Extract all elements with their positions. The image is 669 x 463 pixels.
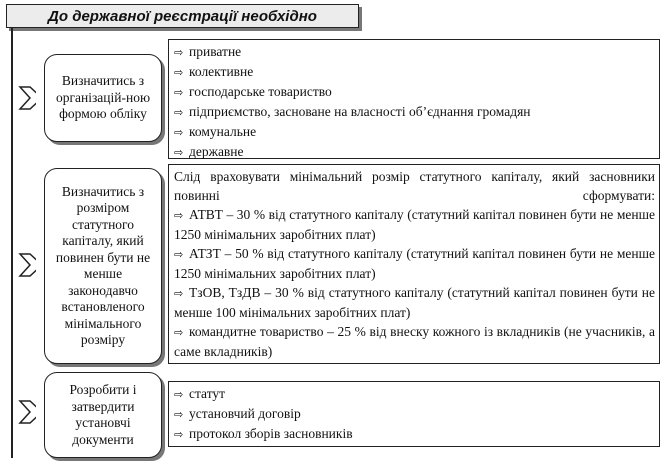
documents-list	[174, 384, 655, 444]
arrow-right-icon: ⇨	[174, 408, 184, 421]
capital-intro-text: Слід враховувати мінімальний розмір статутного капіталу, який засновники повинні сформувати:	[174, 169, 655, 203]
arrow-right-icon: ⇨	[174, 326, 184, 339]
section-label-documents	[44, 372, 162, 458]
diagram-title	[6, 4, 359, 28]
section-label-org-form	[44, 54, 162, 142]
list-item: ⇨ приватне	[174, 42, 655, 62]
list-item: ⇨ командитне товариство – 25 % від внеску кожного із вкладників (не учасників, а саме вкладників)	[174, 324, 655, 359]
org-form-options-box	[168, 39, 660, 159]
arrow-right-icon: ⇨	[174, 146, 184, 159]
list-item: ⇨ протокол зборів засновників	[174, 424, 655, 444]
section-label-capital	[44, 168, 162, 364]
section-label-text: Визначитись з організацій-ною формою обліку	[55, 73, 151, 122]
chevron-arrow-icon	[0, 86, 36, 110]
arrow-right-icon: ⇨	[174, 287, 184, 300]
arrow-right-icon: ⇨	[174, 66, 184, 79]
arrow-right-icon: ⇨	[174, 46, 184, 59]
arrow-right-icon: ⇨	[174, 86, 184, 99]
capital-requirements-box	[168, 164, 660, 364]
chevron-arrow-icon	[0, 253, 36, 277]
org-form-list	[174, 42, 655, 162]
list-item: ⇨ державне	[174, 142, 655, 162]
documents-box	[168, 381, 660, 447]
section-label-text: Розробити і затвердити установчі документи	[69, 382, 137, 447]
list-item: ⇨ ТзОВ, ТзДВ – 30 % від статутного капіталу (статутний капітал повинен бути не менше 100 мінімальних заробітних плат)	[174, 285, 655, 320]
list-item: ⇨ колективне	[174, 62, 655, 82]
list-item: ⇨ статут	[174, 384, 655, 404]
list-item: ⇨ АТВТ – 30 % від статутного капіталу (статутний капітал повинен бути не менше 1250 мінімальних заробітних плат)	[174, 207, 655, 242]
section-label-text: Визначитись з розміром статутного капіталу, який повинен бути не менше законодавчо встановленого мінімального розміру	[55, 183, 151, 347]
arrow-right-icon: ⇨	[174, 388, 184, 401]
arrow-right-icon: ⇨	[174, 428, 184, 441]
arrow-right-icon: ⇨	[174, 126, 184, 139]
list-item: ⇨ установчий договір	[174, 404, 655, 424]
list-item: ⇨ підприємство, засноване на власності об’єднання громадян	[174, 102, 655, 122]
arrow-right-icon: ⇨	[174, 248, 184, 261]
list-item: ⇨ АТЗТ – 50 % від статутного капіталу (статутний капітал повинен бути не менше 1250 мінімальних заробітних плат)	[174, 246, 655, 281]
title-text: До державної реєстрації необхідно	[48, 7, 317, 25]
arrow-right-icon: ⇨	[174, 209, 184, 222]
list-item: ⇨ господарське товариство	[174, 82, 655, 102]
chevron-arrow-icon	[0, 400, 36, 424]
list-item: ⇨ комунальне	[174, 122, 655, 142]
arrow-right-icon: ⇨	[174, 106, 184, 119]
